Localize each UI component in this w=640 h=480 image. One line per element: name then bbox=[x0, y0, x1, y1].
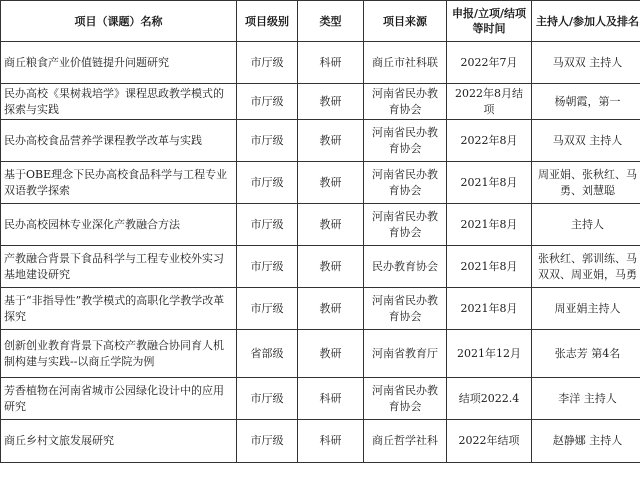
cell-time: 结项2022.4 bbox=[447, 378, 532, 420]
cell-name: 芳香植物在河南省城市公园绿化设计中的应用研究 bbox=[1, 378, 237, 420]
table-row bbox=[1, 120, 640, 162]
cell-level: 市厅级 bbox=[237, 204, 298, 246]
cell-type: 教研 bbox=[298, 84, 364, 120]
cell-time: 2022年结项 bbox=[447, 420, 532, 463]
header-type: 类型 bbox=[298, 1, 364, 42]
cell-source: 河南省民办教育协会 bbox=[364, 162, 447, 204]
cell-level: 市厅级 bbox=[237, 288, 298, 330]
cell-host: 主持人 bbox=[532, 204, 640, 246]
header-time: 申报/立项/结项等时间 bbox=[447, 1, 532, 42]
cell-name: 基于OBE理念下民办高校食品科学与工程专业双语教学探索 bbox=[1, 162, 237, 204]
cell-host: 马双双 主持人 bbox=[532, 120, 640, 162]
table-row bbox=[1, 378, 640, 420]
cell-source: 民办教育协会 bbox=[364, 246, 447, 288]
cell-host: 赵静娜 主持人 bbox=[532, 420, 640, 463]
cell-source: 商丘市社科联 bbox=[364, 42, 447, 84]
cell-host: 张秋红、郭训练、马双双、周亚娟，马勇 bbox=[532, 246, 640, 288]
table-row bbox=[1, 162, 640, 204]
table-row bbox=[1, 246, 640, 288]
cell-host: 周亚娟、张秋红、马勇、刘慧聪 bbox=[532, 162, 640, 204]
cell-type: 教研 bbox=[298, 330, 364, 378]
cell-host: 马双双 主持人 bbox=[532, 42, 640, 84]
cell-type: 教研 bbox=[298, 288, 364, 330]
cell-type: 教研 bbox=[298, 120, 364, 162]
header-source: 项目来源 bbox=[364, 1, 447, 42]
cell-time: 2021年12月 bbox=[447, 330, 532, 378]
cell-time: 2021年8月 bbox=[447, 204, 532, 246]
cell-host: 周亚娟主持人 bbox=[532, 288, 640, 330]
cell-source: 河南省民办教育协会 bbox=[364, 378, 447, 420]
cell-host: 杨朝霞，第一 bbox=[532, 84, 640, 120]
table-row bbox=[1, 42, 640, 84]
cell-name: 基于“非指导性”教学模式的高职化学教学改革探究 bbox=[1, 288, 237, 330]
header-level: 项目级别 bbox=[237, 1, 298, 42]
cell-time: 2021年8月 bbox=[447, 162, 532, 204]
cell-name: 商丘乡村文旅发展研究 bbox=[1, 420, 237, 463]
cell-type: 科研 bbox=[298, 42, 364, 84]
cell-name: 商丘粮食产业价值链提升问题研究 bbox=[1, 42, 237, 84]
header-row bbox=[1, 1, 640, 42]
cell-time: 2021年8月 bbox=[447, 288, 532, 330]
cell-type: 教研 bbox=[298, 204, 364, 246]
cell-level: 省部级 bbox=[237, 330, 298, 378]
table-row bbox=[1, 330, 640, 378]
cell-source: 河南省教育厅 bbox=[364, 330, 447, 378]
cell-time: 2022年7月 bbox=[447, 42, 532, 84]
cell-name: 民办高校园林专业深化产教融合方法 bbox=[1, 204, 237, 246]
cell-source: 河南省民办教育协会 bbox=[364, 84, 447, 120]
cell-source: 河南省民办教育协会 bbox=[364, 204, 447, 246]
cell-host: 李洋 主持人 bbox=[532, 378, 640, 420]
header-host: 主持人/参加人及排名 bbox=[532, 1, 640, 42]
cell-source: 商丘哲学社科 bbox=[364, 420, 447, 463]
cell-time: 2022年8月结项 bbox=[447, 84, 532, 120]
cell-name: 民办高校《果树栽培学》课程思政教学模式的探索与实践 bbox=[1, 84, 237, 120]
cell-type: 教研 bbox=[298, 246, 364, 288]
cell-level: 市厅级 bbox=[237, 84, 298, 120]
cell-level: 市厅级 bbox=[237, 378, 298, 420]
cell-name: 产教融合背景下食品科学与工程专业校外实习基地建设研究 bbox=[1, 246, 237, 288]
table-row bbox=[1, 420, 640, 463]
cell-source: 河南省民办教育协会 bbox=[364, 120, 447, 162]
cell-time: 2022年8月 bbox=[447, 120, 532, 162]
cell-source: 河南省民办教育协会 bbox=[364, 288, 447, 330]
cell-level: 市厅级 bbox=[237, 42, 298, 84]
cell-type: 科研 bbox=[298, 378, 364, 420]
cell-time: 2021年8月 bbox=[447, 246, 532, 288]
header-name: 项目（课题）名称 bbox=[1, 1, 237, 42]
cell-name: 创新创业教育背景下高校产教融合协同育人机制构建与实践--以商丘学院为例 bbox=[1, 330, 237, 378]
cell-host: 张志芳 第4名 bbox=[532, 330, 640, 378]
cell-name: 民办高校食品营养学课程教学改革与实践 bbox=[1, 120, 237, 162]
table-row bbox=[1, 204, 640, 246]
cell-type: 教研 bbox=[298, 162, 364, 204]
cell-level: 市厅级 bbox=[237, 120, 298, 162]
table-row bbox=[1, 288, 640, 330]
table-row bbox=[1, 84, 640, 120]
cell-level: 市厅级 bbox=[237, 162, 298, 204]
cell-type: 科研 bbox=[298, 420, 364, 463]
cell-level: 市厅级 bbox=[237, 420, 298, 463]
cell-level: 市厅级 bbox=[237, 246, 298, 288]
